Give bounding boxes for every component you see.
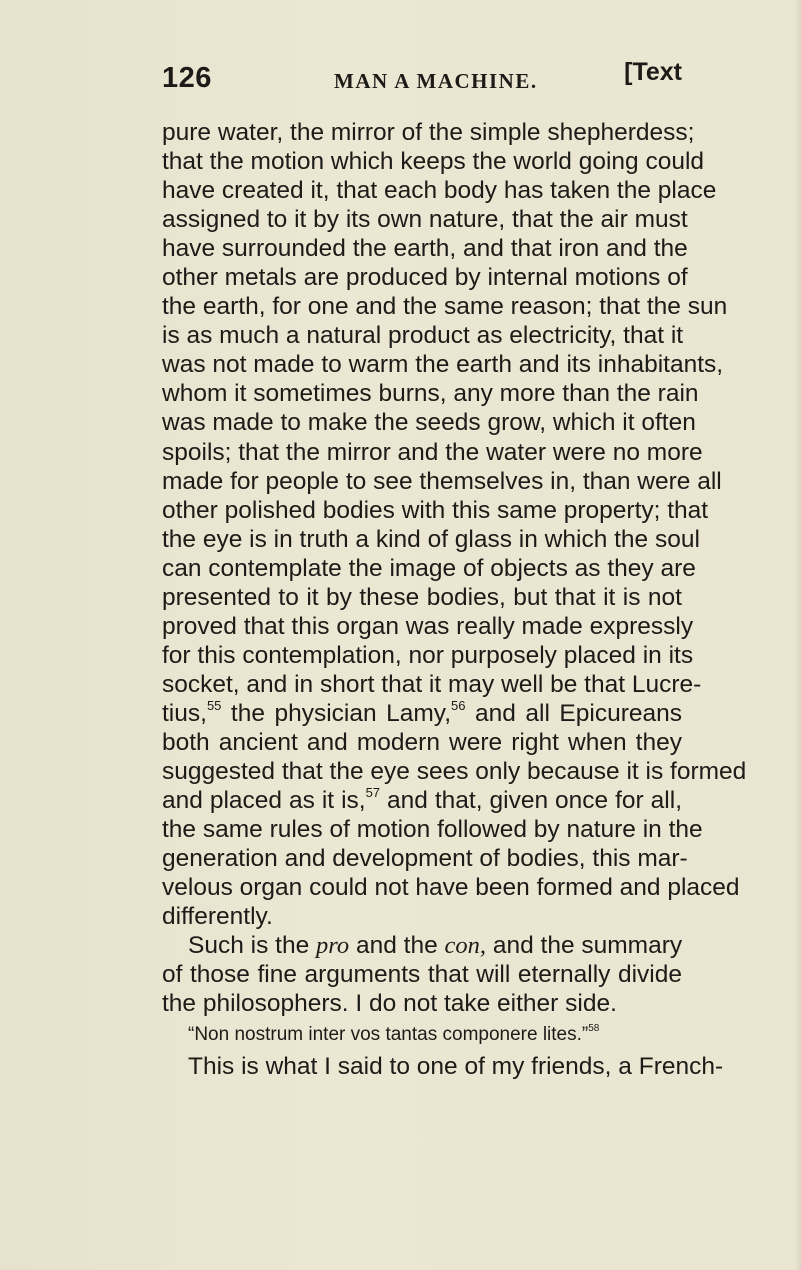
text-line: other metals are produced by internal motions of bbox=[162, 264, 688, 292]
text-line: have surrounded the earth, and that iron and the bbox=[162, 235, 688, 263]
text-line: the philosophers. I do not take either side. bbox=[162, 990, 617, 1018]
text-line: spoils; that the mirror and the water were no more bbox=[162, 438, 703, 466]
text-line: the same rules of motion followed by nature in the bbox=[162, 816, 703, 844]
text-line: whom it sometimes burns, any more than the rain bbox=[162, 380, 699, 408]
text-fragment: and that, given once for all, bbox=[380, 787, 683, 815]
text-line: pure water, the mirror of the simple shepherdess; bbox=[162, 119, 695, 146]
latin-quote bbox=[162, 1018, 682, 1052]
quote-text: “Non nostrum inter vos tantas componere lites.” bbox=[188, 1024, 589, 1046]
text-line: that the motion which keeps the world going could bbox=[162, 148, 705, 176]
text-line: velous organ could not have been formed and placed bbox=[162, 874, 740, 902]
text-line-footnote-57 bbox=[162, 786, 682, 815]
text-line: suggested that the eye sees only because it is formed bbox=[162, 758, 747, 786]
text-line: the earth, for one and the same reason; that the sun bbox=[162, 293, 728, 321]
text-line: the eye is in truth a kind of glass in which the soul bbox=[162, 525, 700, 553]
text-line: was made to make the seeds grow, which it often bbox=[162, 409, 696, 437]
text-line: presented to it by these bodies, but that it is not bbox=[162, 583, 682, 611]
text-line: socket, and in short that it may well be that Lucre- bbox=[162, 670, 702, 698]
footnote-ref-56: 56 bbox=[451, 697, 466, 713]
footnote-ref-58: 58 bbox=[588, 1023, 600, 1035]
text-line: other polished bodies with this same property; that bbox=[162, 496, 709, 524]
text-line: can contemplate the image of objects as they are bbox=[162, 554, 696, 582]
text-fragment: tius, bbox=[162, 699, 207, 727]
text-fragment: and all Epicureans bbox=[465, 699, 682, 727]
text-line: for this contemplation, nor purposely placed in its bbox=[162, 641, 694, 669]
text-line: both ancient and modern were right when they bbox=[162, 728, 682, 756]
text-line: made for people to see themselves in, than were all bbox=[162, 467, 722, 495]
text-line: assigned to it by its own nature, that the air must bbox=[162, 206, 688, 234]
text-fragment: and placed as it is, bbox=[162, 787, 366, 815]
text-fragment: the physician Lamy, bbox=[221, 699, 452, 727]
body-text bbox=[162, 118, 747, 1082]
text-fragment: and the bbox=[349, 932, 445, 960]
text-line: This is what I said to one of my friends, a French- bbox=[188, 1053, 724, 1081]
italic-con: con, bbox=[444, 932, 487, 960]
text-fragment: and the summary bbox=[486, 932, 683, 960]
text-line: was not made to warm the earth and its inhabitants, bbox=[162, 351, 724, 379]
footnote-ref-55: 55 bbox=[206, 697, 222, 713]
text-line: generation and development of bodies, this mar- bbox=[162, 845, 688, 873]
text-line: of those fine arguments that will eternally divide bbox=[162, 961, 682, 989]
italic-pro: pro bbox=[316, 932, 350, 960]
text-line-footnotes-55-56 bbox=[162, 699, 682, 728]
text-line: have created it, that each body has taken the place bbox=[162, 177, 717, 205]
page-header bbox=[162, 58, 682, 102]
section-mark: [Text bbox=[624, 58, 682, 86]
text-fragment: Such is the bbox=[188, 932, 317, 960]
text-line-pro-con bbox=[162, 931, 682, 960]
footnote-ref-57: 57 bbox=[365, 784, 381, 800]
text-line: differently. bbox=[162, 903, 273, 931]
text-line: proved that this organ was really made expressly bbox=[162, 612, 694, 640]
page-edge-shadow bbox=[795, 0, 801, 1270]
running-title: MAN A MACHINE. bbox=[334, 69, 538, 93]
text-line: is as much a natural product as electricity, that it bbox=[162, 322, 684, 350]
page-number: 126 bbox=[162, 62, 212, 94]
